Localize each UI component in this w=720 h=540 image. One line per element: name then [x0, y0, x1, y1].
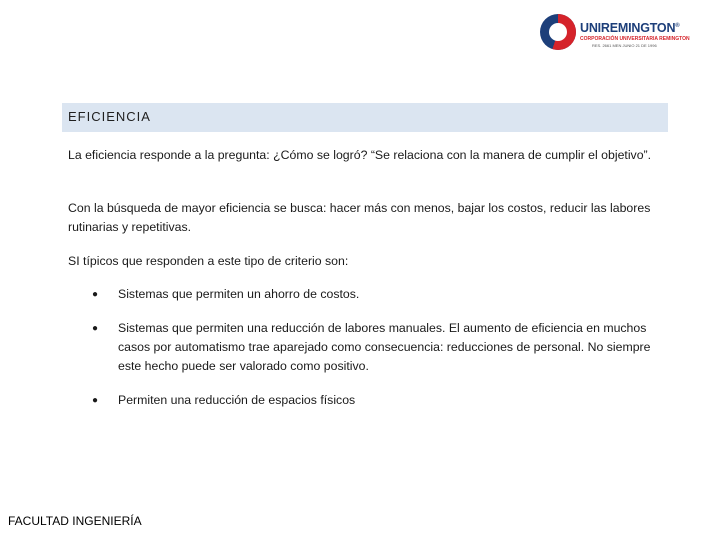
section-header	[62, 103, 668, 132]
list-item: Permiten una reducción de espacios físicos	[118, 393, 356, 407]
bullet-icon: ●	[92, 289, 99, 300]
bullet-icon: ●	[92, 395, 99, 406]
paragraph-search: Con la búsqueda de mayor eficiencia se busca: hacer más con menos, bajar los costos, reducir las labores rutinarias y repetitivas.	[68, 201, 651, 234]
bullet-icon: ●	[92, 323, 99, 334]
logo-legal: RES. 2661 MEN JUNIO 21 DE 1996	[592, 43, 657, 48]
registered-mark: ®	[675, 22, 680, 29]
logo-brand: UNIREMINGTON®	[580, 21, 680, 35]
paragraph-definition: La eficiencia responde a la pregunta: ¿Cómo se logró? “Se relaciona con la manera de cumplir el objetivo”.	[68, 148, 652, 162]
logo-emblem-icon	[540, 14, 576, 50]
list-item: Sistemas que permiten una reducción de labores manuales. El aumento de eficiencia en muchos casos por automatismo trae aparejado como consecuencia: reducciones de personal. No siempre este hecho puede ser valorado como positivo.	[118, 321, 651, 373]
list-item: Sistemas que permiten un ahorro de costos.	[118, 287, 360, 301]
paragraph-intro-list: SI típicos que responden a este tipo de criterio son:	[68, 254, 349, 268]
uniremington-logo	[540, 12, 692, 52]
section-title: EFICIENCIA	[68, 109, 151, 124]
logo-tagline: CORPORACIÓN UNIVERSITARIA REMINGTON	[580, 36, 690, 42]
footer-faculty: FACULTAD INGENIERÍA	[8, 514, 142, 528]
